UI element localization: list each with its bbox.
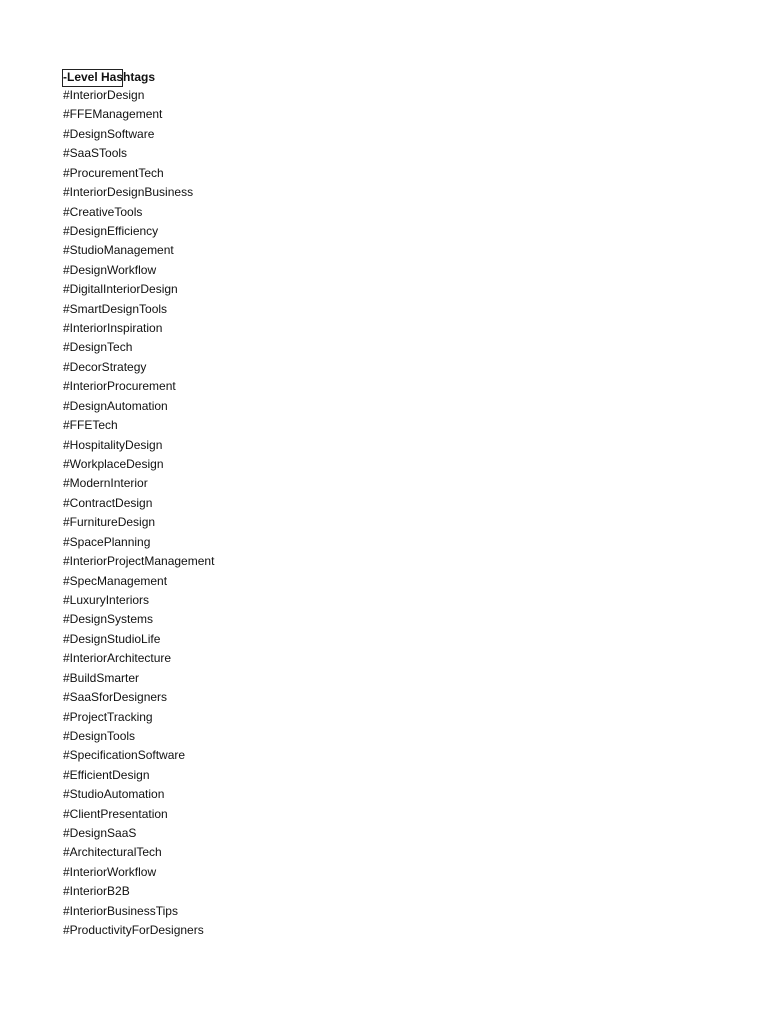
- hashtag-line[interactable]: #CreativeTools: [63, 204, 143, 219]
- hashtag-line[interactable]: #InteriorBusinessTips: [63, 903, 178, 918]
- hashtag-line[interactable]: #ModernInterior: [63, 476, 148, 491]
- section-heading-text: -Level Hashtags: [63, 70, 156, 84]
- hashtag-line[interactable]: #ContractDesign: [63, 495, 153, 510]
- hashtag-line[interactable]: #InteriorDesign: [63, 88, 145, 102]
- hashtag-line[interactable]: #ProjectTracking: [63, 709, 153, 724]
- hashtag-line[interactable]: #SpacePlanning: [63, 534, 151, 549]
- hashtag-line[interactable]: #InteriorB2B: [63, 884, 130, 899]
- hashtag-line[interactable]: #WorkplaceDesign: [63, 457, 164, 472]
- hashtag-line[interactable]: #FFETech: [63, 418, 118, 433]
- hashtag-line[interactable]: #DesignWorkflow: [63, 262, 157, 277]
- hashtag-line[interactable]: #SmartDesignTools: [63, 301, 168, 316]
- hashtag-line[interactable]: #DesignTools: [63, 728, 136, 743]
- hashtag-line[interactable]: #EfficientDesign: [63, 767, 150, 782]
- hashtag-line[interactable]: #ProductivityForDesigners: [63, 923, 204, 938]
- hashtag-line[interactable]: #InteriorWorkflow: [63, 864, 157, 879]
- hashtag-line[interactable]: #FurnitureDesign: [63, 515, 156, 530]
- hashtag-line[interactable]: #InteriorProjectManagement: [63, 554, 215, 569]
- hashtag-line[interactable]: #DesignSystems: [63, 612, 154, 627]
- hashtag-line[interactable]: #InteriorDesignBusiness: [63, 185, 194, 200]
- hashtag-line[interactable]: #InteriorArchitecture: [63, 651, 172, 666]
- hashtag-line[interactable]: #DigitalInteriorDesign: [63, 282, 178, 297]
- hashtag-line[interactable]: #SpecificationSoftware: [63, 748, 186, 763]
- hashtag-line[interactable]: #InteriorProcurement: [63, 379, 176, 394]
- hashtag-line[interactable]: #DecorStrategy: [63, 359, 147, 374]
- hashtag-line[interactable]: #DesignSoftware: [63, 126, 155, 141]
- hashtag-line[interactable]: #HospitalityDesign: [63, 437, 163, 452]
- section-heading[interactable]: [63, 67, 703, 87]
- hashtag-line[interactable]: #StudioAutomation: [63, 787, 165, 802]
- document-body: [63, 67, 703, 941]
- hashtag-line[interactable]: #FFEManagement: [63, 107, 163, 122]
- hashtag-line[interactable]: #DesignEfficiency: [63, 223, 159, 238]
- hashtag-line[interactable]: #ArchitecturalTech: [63, 845, 162, 860]
- hashtag-line[interactable]: #DesignTech: [63, 340, 133, 355]
- hashtag-line[interactable]: #DesignStudioLife: [63, 631, 161, 646]
- hashtag-line[interactable]: #SaaSforDesigners: [63, 690, 168, 705]
- hashtag-line[interactable]: #BuildSmarter: [63, 670, 140, 685]
- hashtag-line[interactable]: #InteriorInspiration: [63, 321, 163, 336]
- hashtag-line[interactable]: #ClientPresentation: [63, 806, 168, 821]
- hashtag-line[interactable]: #LuxuryInteriors: [63, 592, 150, 607]
- hashtag-line[interactable]: #DesignAutomation: [63, 398, 168, 413]
- hashtag-line[interactable]: #StudioManagement: [63, 243, 174, 258]
- hashtag-line[interactable]: #SaaSTools: [63, 146, 128, 161]
- hashtag-line[interactable]: #DesignSaaS: [63, 826, 137, 841]
- hashtag-line[interactable]: #SpecManagement: [63, 573, 168, 588]
- hashtag-line[interactable]: #ProcurementTech: [63, 165, 164, 180]
- hashtag-list: [63, 86, 703, 941]
